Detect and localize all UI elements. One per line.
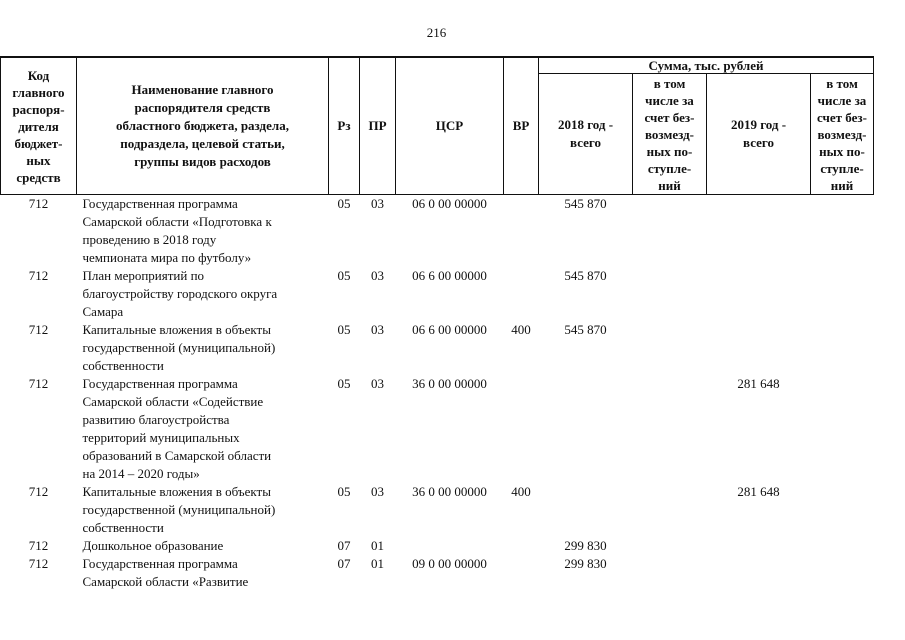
cell-2019-total (707, 195, 811, 268)
cell-csr: 36 0 00 00000 (412, 376, 487, 391)
cell-pr: 03 (371, 268, 384, 283)
text-line: ных (26, 152, 51, 168)
text-line: группы видов расходов (134, 154, 271, 169)
text-line: областного бюджета, раздела, (116, 118, 289, 133)
cell-pr: 01 (371, 538, 384, 553)
cell-2019-total: 281 648 (737, 376, 780, 391)
header-name (77, 57, 329, 195)
cell-2018-total (539, 483, 633, 537)
text-line: Капитальные вложения в объекты (82, 484, 271, 499)
cell-pr: 03 (371, 484, 384, 499)
table-row (1, 375, 874, 483)
cell-rz: 05 (337, 322, 351, 337)
cell-name (77, 267, 329, 321)
text-line: на 2014 – 2020 годы» (82, 466, 200, 481)
cell-code: 712 (28, 484, 49, 499)
cell-vr (504, 537, 539, 555)
cell-rz: 07 (337, 538, 351, 553)
cell-name (77, 321, 329, 375)
cell-2018-grants (633, 555, 707, 591)
cell-2019-total (707, 555, 811, 591)
cell-csr: 06 0 00 00000 (412, 196, 487, 211)
text-line: Государственная программа (82, 556, 238, 571)
cell-vr (504, 267, 539, 321)
cell-rz: 07 (337, 556, 351, 571)
text-line: счет без- (644, 109, 695, 125)
cell-code: 712 (28, 538, 49, 553)
cell-2018-grants (633, 483, 707, 537)
text-line: 2018 год - (557, 117, 614, 132)
cell-2019-total (707, 267, 811, 321)
cell-2018-grants (633, 537, 707, 555)
cell-name (77, 555, 329, 591)
cell-vr: 400 (511, 484, 531, 499)
header-rz: Рз (329, 57, 360, 195)
cell-code: 712 (28, 322, 49, 337)
cell-2019-grants (811, 195, 874, 268)
cell-2019-grants (811, 267, 874, 321)
cell-2018-grants (633, 321, 707, 375)
cell-2019-total: 281 648 (737, 484, 780, 499)
cell-vr (504, 555, 539, 591)
cell-2018-total: 545 870 (564, 322, 607, 337)
text-line: Самарской области «Подготовка к (82, 214, 272, 229)
header-2018-total (539, 74, 633, 195)
cell-name (77, 483, 329, 537)
text-line: ний (830, 177, 854, 193)
cell-2018-grants (633, 195, 707, 268)
cell-2019-total (707, 537, 811, 555)
cell-2018-total: 299 830 (564, 538, 607, 553)
cell-2018-total (539, 375, 633, 483)
text-line: ных по- (646, 143, 693, 159)
text-line: Самарской области «Развитие (82, 574, 249, 589)
text-line: Дошкольное образование (82, 538, 224, 553)
text-line: возмезд- (817, 126, 867, 142)
header-code (1, 57, 77, 195)
cell-2019-grants (811, 321, 874, 375)
cell-code: 712 (28, 556, 49, 571)
header-vr: ВР (504, 57, 539, 195)
cell-2018-grants (633, 267, 707, 321)
text-line: План мероприятий по (82, 268, 205, 283)
cell-name (77, 375, 329, 483)
text-line: Самарской области «Содействие (82, 394, 264, 409)
text-line: собственности (82, 358, 164, 373)
text-line: подраздела, целевой статьи, (120, 136, 285, 151)
cell-code: 712 (28, 196, 49, 211)
text-line: образований в Самарской области (82, 448, 272, 463)
text-line: благоустройству городского округа (82, 286, 278, 301)
text-line: развитию благоустройства (82, 412, 230, 427)
cell-vr (504, 375, 539, 483)
cell-2018-total: 545 870 (564, 196, 607, 211)
cell-code: 712 (28, 376, 49, 391)
table-row (1, 267, 874, 321)
text-line: Государственная программа (82, 376, 238, 391)
cell-2019-grants (811, 555, 874, 591)
text-line: чемпионата мира по футболу» (82, 250, 252, 265)
text-line: в том (826, 75, 858, 91)
table-row (1, 195, 874, 268)
text-line: распоря- (12, 101, 65, 117)
cell-vr (504, 195, 539, 268)
cell-rz: 05 (337, 376, 351, 391)
table-row (1, 483, 874, 537)
text-line: Капитальные вложения в объекты (82, 322, 271, 337)
cell-vr: 400 (511, 322, 531, 337)
cell-2018-total: 545 870 (564, 268, 607, 283)
text-line: проведению в 2018 году (82, 232, 217, 247)
budget-table (0, 56, 874, 591)
text-line: государственной (муниципальной) (82, 502, 276, 517)
cell-pr: 01 (371, 556, 384, 571)
cell-2018-total: 299 830 (564, 556, 607, 571)
cell-name (77, 195, 329, 268)
header-csr: ЦСР (396, 57, 504, 195)
text-line: числе за (645, 92, 694, 108)
text-line: ний (658, 177, 681, 193)
cell-csr: 06 6 00 00000 (412, 322, 487, 337)
text-line: распорядителя средств (134, 100, 271, 115)
text-line: Наименование главного (131, 82, 274, 97)
cell-csr: 36 0 00 00000 (412, 484, 487, 499)
text-line: счет без- (817, 109, 867, 125)
text-line: территорий муниципальных (82, 430, 240, 445)
text-line: средств (16, 169, 61, 185)
text-line: дителя (18, 118, 59, 134)
text-line: собственности (82, 520, 164, 535)
text-line: Самара (82, 304, 124, 319)
text-line: всего (570, 135, 601, 150)
cell-2018-grants (633, 375, 707, 483)
text-line: ступле- (647, 160, 692, 176)
cell-pr: 03 (371, 322, 384, 337)
text-line: главного (12, 84, 65, 100)
table-row (1, 537, 874, 555)
cell-2019-total (707, 321, 811, 375)
text-line: Государственная программа (82, 196, 238, 211)
text-line: бюджет- (14, 135, 63, 151)
header-2019-grants (811, 74, 874, 195)
page-number: 216 (426, 25, 447, 40)
text-line: возмезд- (645, 126, 694, 142)
text-line: ных по- (819, 143, 865, 159)
cell-csr: 06 6 00 00000 (412, 268, 487, 283)
cell-csr (396, 537, 504, 555)
header-2019-total (707, 74, 811, 195)
cell-rz: 05 (337, 268, 351, 283)
cell-rz: 05 (337, 196, 351, 211)
text-line: всего (743, 135, 774, 150)
cell-2019-grants (811, 375, 874, 483)
cell-code: 712 (28, 268, 49, 283)
text-line: в том (653, 75, 686, 91)
text-line: ступле- (820, 160, 864, 176)
cell-name (77, 537, 329, 555)
table-row (1, 555, 874, 591)
text-line: 2019 год - (730, 117, 787, 132)
cell-pr: 03 (371, 196, 384, 211)
text-line: государственной (муниципальной) (82, 340, 276, 355)
header-pr: ПР (360, 57, 396, 195)
table-row (1, 321, 874, 375)
cell-csr: 09 0 00 00000 (412, 556, 487, 571)
text-line: числе за (817, 92, 867, 108)
header-2018-grants (633, 74, 707, 195)
cell-rz: 05 (337, 484, 351, 499)
cell-2019-grants (811, 537, 874, 555)
header-sum-group: Сумма, тыс. рублей (539, 57, 874, 74)
cell-pr: 03 (371, 376, 384, 391)
text-line: Код (27, 67, 50, 83)
cell-2019-grants (811, 483, 874, 537)
